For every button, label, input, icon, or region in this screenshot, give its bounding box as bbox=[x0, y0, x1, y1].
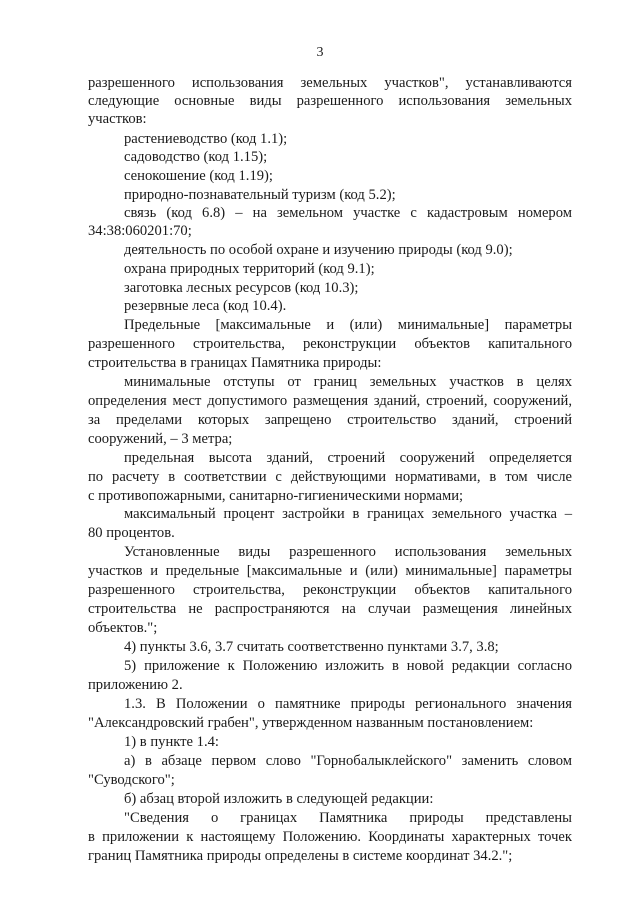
text-line: 1.3. В Положении о памятнике природы регионального значения bbox=[124, 696, 572, 712]
text-line: б) абзац второй изложить в следующей редакции: bbox=[124, 791, 434, 807]
text-line: 5) приложение к Положению изложить в новой редакции согласно bbox=[124, 658, 572, 674]
text-line: сооружений, – 3 метра; bbox=[88, 431, 233, 447]
text-line: резервные леса (код 10.4). bbox=[124, 298, 287, 314]
text-line: следующие основные виды разрешенного использования земельных bbox=[88, 93, 572, 109]
text-line: приложению 2. bbox=[88, 677, 183, 693]
text-line: деятельность по особой охране и изучению природы (код 9.0); bbox=[124, 242, 513, 258]
text-line: с противопожарными, санитарно-гигиеническими нормами; bbox=[88, 488, 464, 504]
text-line: Установленные виды разрешенного использования земельных bbox=[124, 544, 572, 560]
text-line: разрешенного использования земельных участков", устанавливаются bbox=[88, 75, 572, 91]
text-line: связь (код 6.8) – на земельном участке с кадастровым номером bbox=[124, 205, 572, 221]
text-line: охрана природных территорий (код 9.1); bbox=[124, 261, 375, 277]
text-line: разрешенного строительства, реконструкции объектов капитального bbox=[88, 336, 572, 352]
text-line: разрешенного строительства, реконструкции объектов капитального bbox=[88, 582, 572, 598]
text-line: 34:38:060201:70; bbox=[88, 223, 192, 239]
text-line: "Суводского"; bbox=[88, 772, 175, 788]
text-line: "Сведения о границах Памятника природы представлены bbox=[124, 810, 572, 826]
text-line: максимальный процент застройки в границах земельного участка – bbox=[124, 506, 572, 522]
text-line: по расчету в соответствии с действующими нормативами, в том числе bbox=[88, 469, 572, 485]
text-line: участков: bbox=[88, 111, 147, 127]
text-line: за пределами которых запрещено строительство зданий, строений bbox=[88, 412, 572, 428]
text-line: 80 процентов. bbox=[88, 525, 175, 541]
text-line: сенокошение (код 1.19); bbox=[124, 168, 273, 184]
text-line: 1) в пункте 1.4: bbox=[124, 734, 219, 750]
text-line: заготовка лесных ресурсов (код 10.3); bbox=[124, 280, 359, 296]
page-number: 3 bbox=[316, 45, 324, 60]
text-line: строительства в границах Памятника природы: bbox=[88, 355, 382, 371]
text-line: минимальные отступы от границ земельных участков в целях bbox=[124, 374, 572, 390]
text-line: участков и предельные [максимальные и (или) минимальные] параметры bbox=[88, 563, 572, 579]
text-line: природно-познавательный туризм (код 5.2); bbox=[124, 187, 396, 203]
text-line: предельная высота зданий, строений сооружений определяется bbox=[124, 450, 572, 466]
text-line: а) в абзаце первом слово "Горнобалыклейского" заменить словом bbox=[124, 753, 572, 769]
text-line: границ Памятника природы определены в системе координат 34.2."; bbox=[88, 848, 513, 864]
text-line: растениеводство (код 1.1); bbox=[124, 131, 288, 147]
text-line: строительства не распространяются на случаи размещения линейных bbox=[88, 601, 572, 617]
text-line: Предельные [максимальные и (или) минимальные] параметры bbox=[124, 317, 572, 333]
text-line: садоводство (код 1.15); bbox=[124, 149, 268, 165]
text-line: определения мест допустимого размещения зданий, строений, сооружений, bbox=[88, 393, 572, 409]
text-line: в приложении к настоящему Положению. Координаты характерных точек bbox=[88, 829, 572, 845]
text-line: "Александровский грабен", утвержденном названным постановлением: bbox=[88, 715, 534, 731]
text-line: объектов."; bbox=[88, 620, 158, 636]
text-line: 4) пункты 3.6, 3.7 считать соответственно пунктами 3.7, 3.8; bbox=[124, 639, 499, 655]
